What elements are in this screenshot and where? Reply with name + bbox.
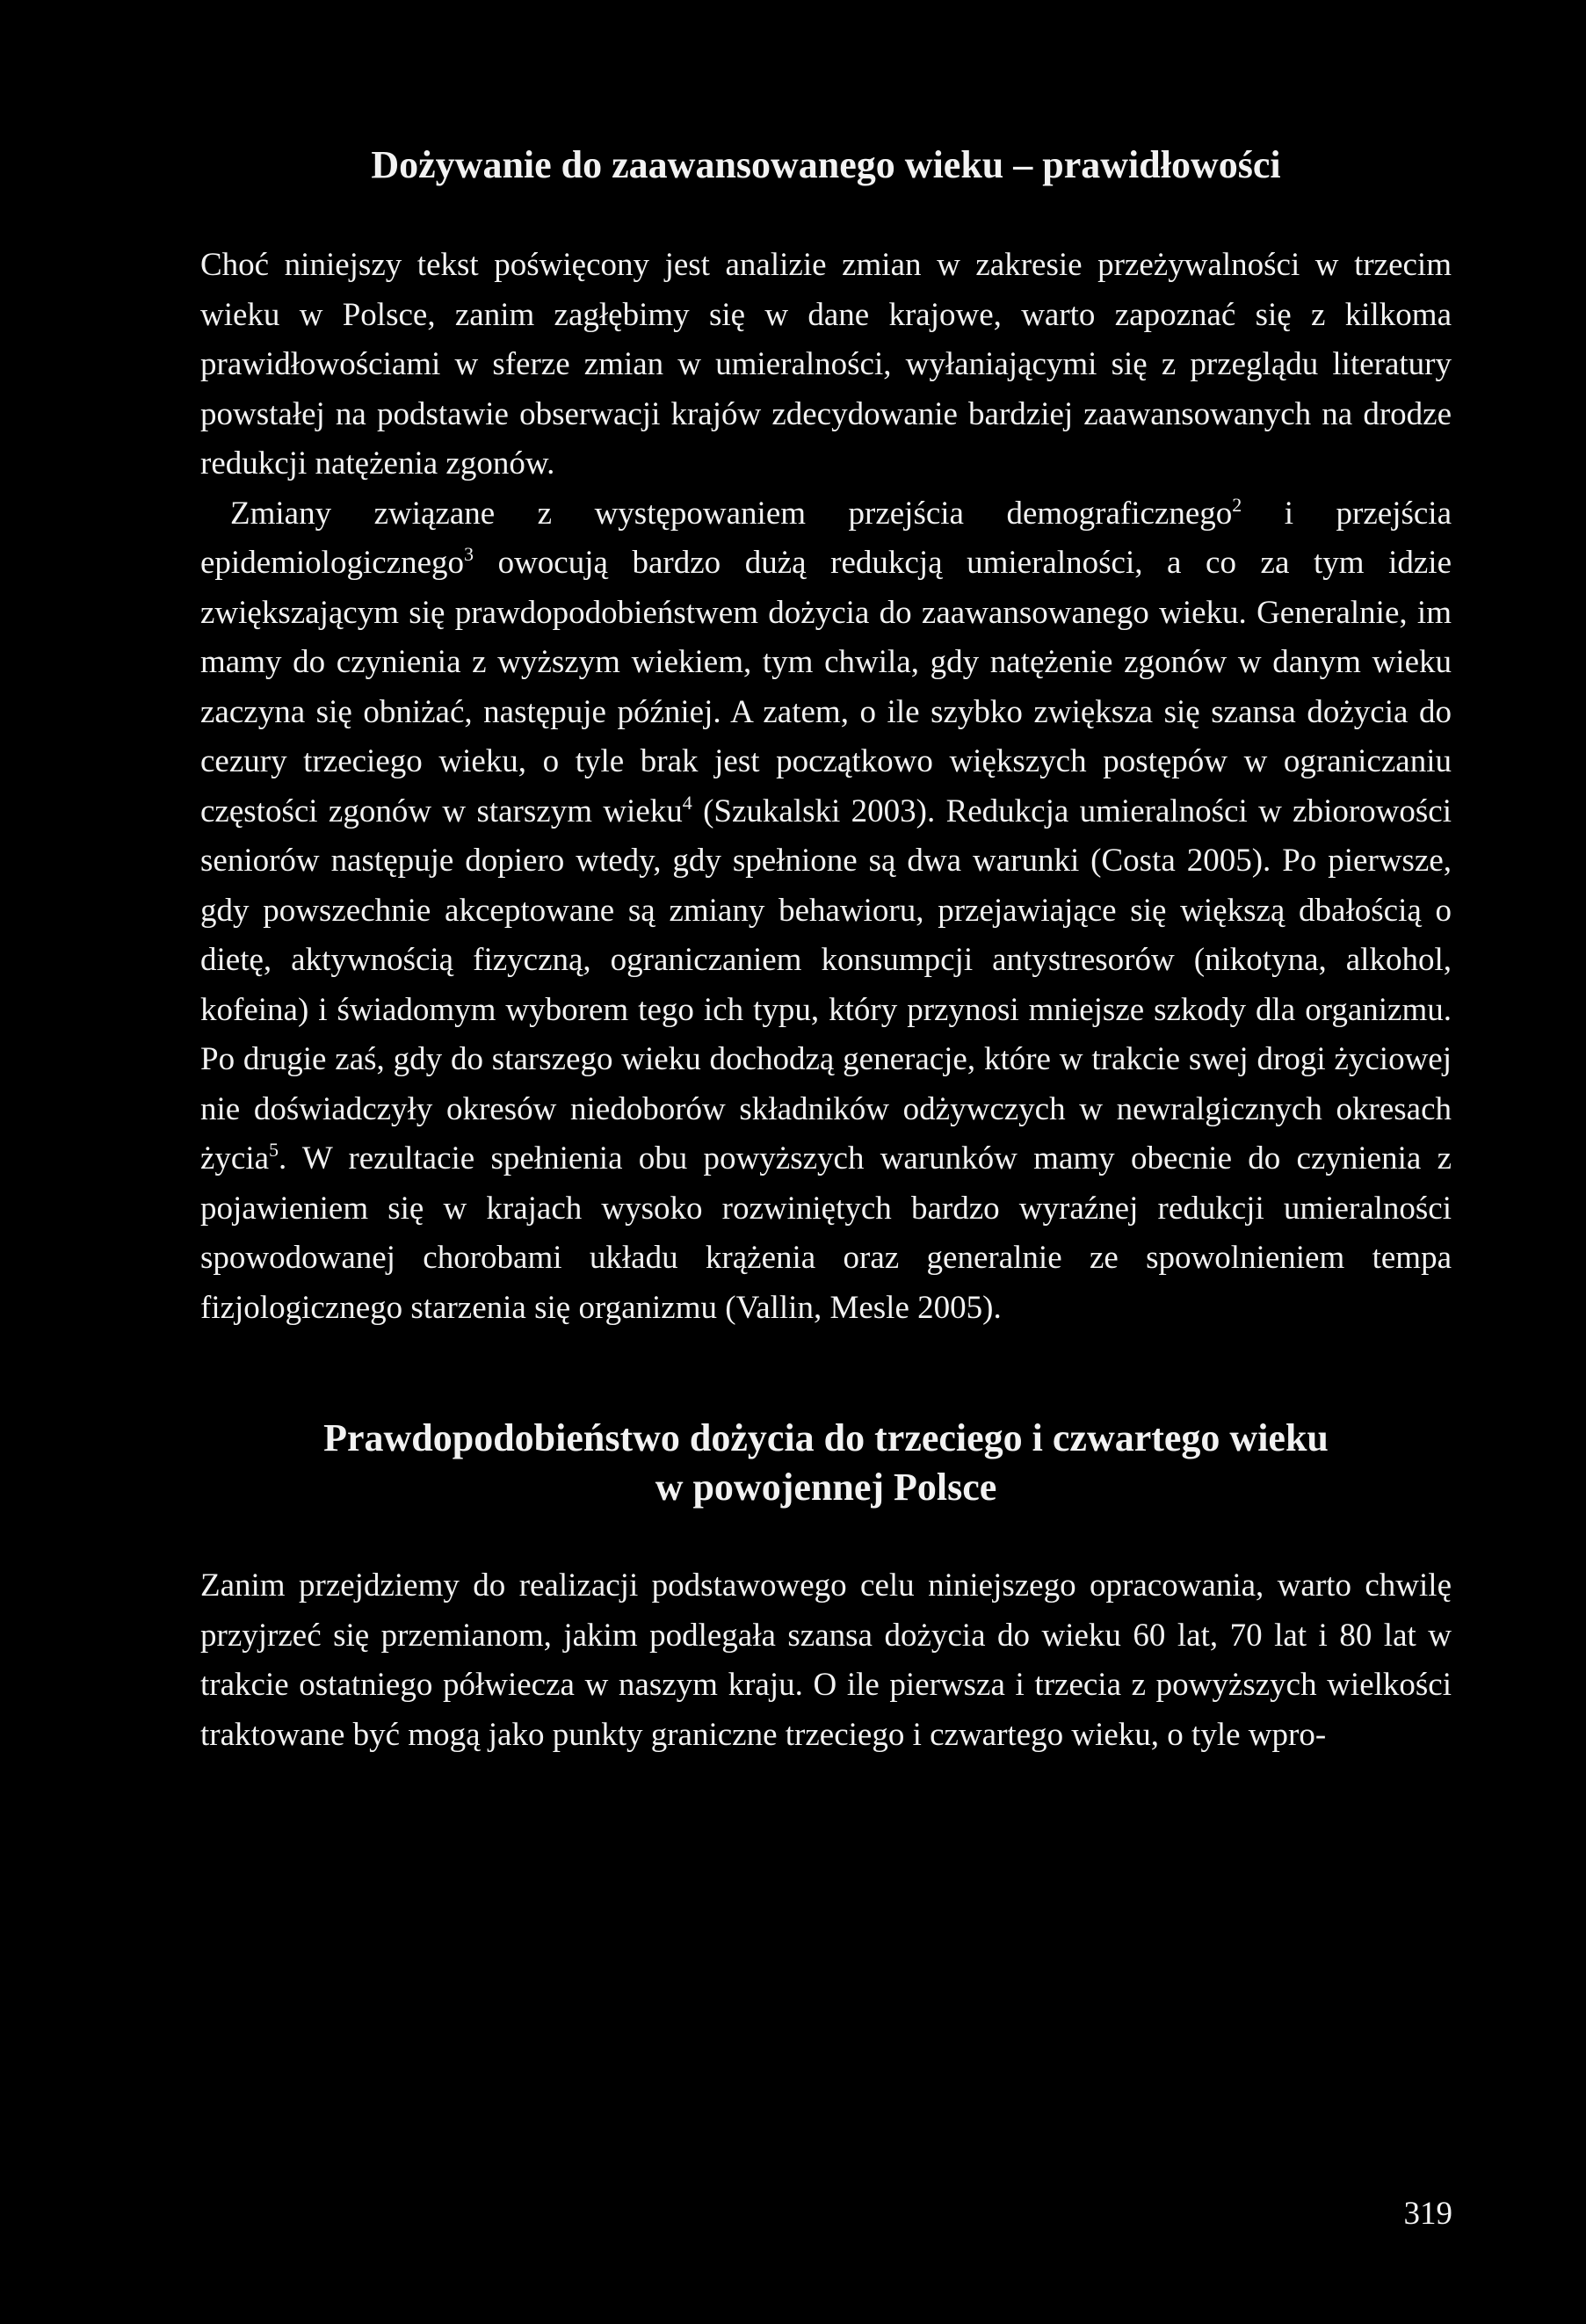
footnote-ref: 4 (682, 791, 692, 814)
section-title-line: Prawdopodobieństwo dożycia do trzeciego i czwartego wieku (323, 1416, 1329, 1459)
section-title (200, 1414, 1452, 1512)
section-title: Dożywanie do zaawansowanego wieku – prawidłowości (371, 143, 1281, 186)
footnote-ref: 3 (464, 543, 474, 565)
paragraph: Choć niniejszy tekst poświęcony jest analizie zmian w zakresie przeżywalności w trzecim wieku w Polsce, zanim zagłębimy się w dane krajowe, warto zapoznać się z kilkoma prawidłowościami w sferze zmian w umieralności, wyłaniającymi się z przeglądu literatury powstałej na podstawie obserwacji krajów zdecydowanie bardziej zaawansowanych na drodze redukcji natężenia zgonów. (200, 247, 1452, 481)
paragraph-text: owocują bardzo dużą redukcją umieralności, a co za tym idzie zwiększającym się prawdopodobieństwem dożycia do zaawansowanego wieku. Generalnie, im mamy do czynienia z wyższym wiekiem, tym chwila, gdy natężenie zgonów w danym wieku zaczyna się obniżać, następuje później. A zatem, o ile szybko zwiększa się szansa dożycia do cezury trzeciego wieku, o tyle brak jest początkowo większych postępów w ograniczaniu częstości zgonów w starszym wieku (200, 545, 1452, 829)
footnote-ref: 5 (269, 1139, 279, 1161)
page-number: 319 (1403, 2196, 1452, 2232)
section-title-line: w powojennej Polsce (655, 1466, 997, 1509)
paragraph: Zanim przejdziemy do realizacji podstawowego celu niniejszego opracowania, warto chwilę przyjrzeć się przemianom, jakim podlegała szansa dożycia do wieku 60 lat, 70 lat i 80 lat w trakcie ostatniego półwiecza w naszym kraju. O ile pierwsza i trzecia z powyższych wielkości traktowane być mogą jako punkty graniczne trzeciego i czwartego wieku, o tyle wpro- (200, 1567, 1452, 1753)
paragraph-text: Zmiany związane z występowaniem przejścia demograficznego (230, 495, 1233, 532)
page-body (200, 141, 1452, 1760)
footnote-ref: 2 (1232, 493, 1242, 516)
paragraph-text: . W rezultacie spełnienia obu powyższych warunków mamy obecnie do czynienia z pojawieniem się w krajach wysoko rozwiniętych bardzo wyraźnej redukcji umieralności spowodowanej chorobami układu krążenia oraz generalnie ze spowolnieniem tempa fizjologicznego starzenia się organizmu (Vallin, Mesle 2005). (200, 1140, 1452, 1326)
paragraph (200, 489, 1452, 1334)
paragraph-text: (Szukalski 2003). Redukcja umieralności w zbiorowości seniorów następuje dopiero wtedy, gdy spełnione są dwa warunki (Costa 2005). Po pierwsze, gdy powszechnie akceptowane są zmiany behawioru, przejawiające się większą dbałością o dietę, aktywnością fizyczną, ograniczaniem konsumpcji antystresorów (nikotyna, alkohol, kofeina) i świadomym wyborem tego ich typu, który przynosi mniejsze szkody dla organizmu. Po drugie zaś, gdy do starszego wieku dochodzą generacje, które w trakcie swej drogi życiowej nie doświadczyły okresów niedoborów składników odżywczych w newralgicznych okresach życia (200, 793, 1452, 1176)
paragraph-text: i przejścia epidemiologicznego (200, 495, 1452, 581)
